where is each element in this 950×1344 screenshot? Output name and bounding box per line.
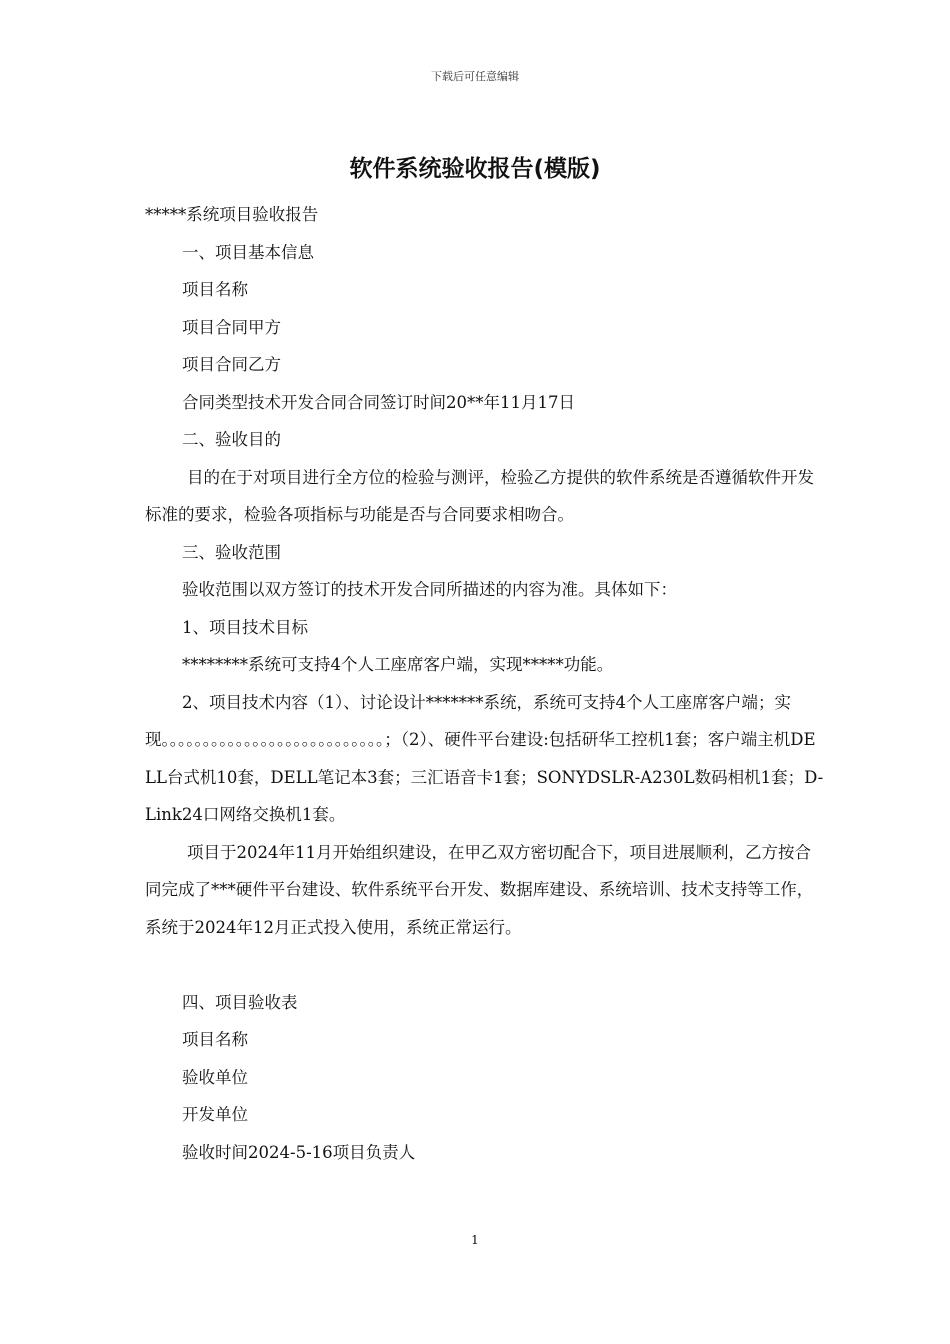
header-note: 下载后可任意编辑 — [431, 70, 519, 83]
paragraph-project-progress: 项目于2024年11月开始组织建设，在甲乙双方密切配合下，项目进展顺利，乙方按合同完成了***硬件平台建设、软件系统平台开发、数据库建设、系统培训、技术支持等工作，系统于2024年12月正式投入使用，系统正常运行。 — [145, 842, 814, 937]
page-number: 1 — [471, 1233, 479, 1247]
field-project-name: 项目名称 — [182, 280, 248, 299]
field-contract-party-a: 项目合同甲方 — [182, 317, 281, 337]
table-field-acceptance-unit: 验收单位 — [182, 1067, 248, 1087]
paragraph-tech-content: 2、项目技术内容（1）、讨论设计*******系统，系统可支持4个人工座席客户端；实现。。。。。。。。。。。。。。。。。。。。。。。。。。。；（2）、硬件平台建设:包括研华工控机1套；客户端主机DELL台式机10套，DELL笔记本3套；三汇语音卡1套；SONYDSLR-A230L数码相机1套；D-Link24口网络交换机1套。 — [145, 692, 824, 824]
table-field-acceptance-time: 验收时间2024-5-16项目负责人 — [182, 1142, 416, 1162]
section-heading-scope: 三、验收范围 — [182, 542, 281, 562]
table-field-project-name: 项目名称 — [182, 1030, 248, 1049]
table-field-developer-unit: 开发单位 — [182, 1105, 248, 1124]
paragraph-tech-goal: ********系统可支持4个人工座席客户端，实现*****功能。 — [182, 655, 614, 674]
blank-line — [145, 946, 825, 984]
paragraph-scope: 验收范围以双方签订的技术开发合同所描述的内容为准。具体如下： — [182, 580, 677, 599]
subheading-tech-goal: 1、项目技术目标 — [182, 617, 308, 637]
section-heading-basic-info: 一、项目基本信息 — [182, 242, 314, 262]
document-body — [145, 196, 825, 1171]
field-contract-party-b: 项目合同乙方 — [182, 355, 281, 374]
document-title: 软件系统验收报告(模版) — [349, 156, 601, 182]
section-heading-acceptance-table: 四、项目验收表 — [182, 992, 298, 1012]
field-contract-type-date: 合同类型技术开发合同合同签订时间20**年11月17日 — [182, 392, 575, 412]
paragraph-purpose: 目的在于对项目进行全方位的检验与测评，检验乙方提供的软件系统是否遵循软件开发标准的要求，检验各项指标与功能是否与合同要求相吻合。 — [145, 467, 814, 524]
section-heading-purpose: 二、验收目的 — [182, 430, 281, 449]
report-subtitle: *****系统项目验收报告 — [145, 205, 319, 224]
